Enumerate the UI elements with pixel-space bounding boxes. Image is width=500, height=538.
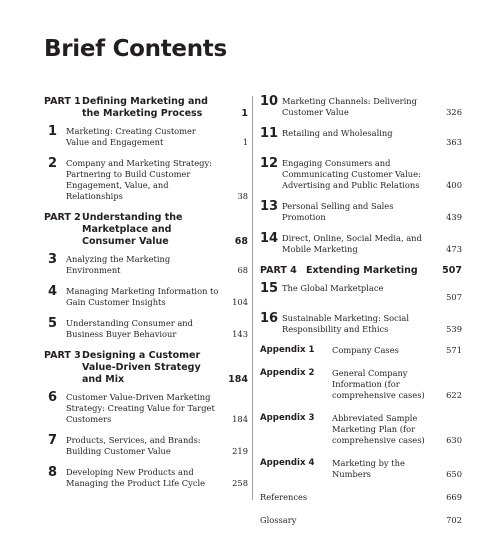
appendix-page: 571	[446, 345, 462, 355]
chapter-number: 2	[48, 156, 58, 171]
chapter-page: 507	[446, 292, 462, 302]
part-title: Extending Marketing	[306, 265, 418, 276]
chapter-title: Company and Marketing Strategy: Partnering to Build Customer Engagement, Value, and Relationships	[66, 158, 212, 201]
chapter-page: 68	[237, 265, 248, 275]
part-heading	[44, 212, 248, 248]
part-title: Understanding the Marketplace and Consumer Value	[82, 212, 183, 247]
back-matter-page: 702	[446, 515, 462, 525]
chapter-entry[interactable]	[260, 283, 462, 303]
chapter-page: 539	[446, 324, 462, 334]
chapter-page: 363	[446, 137, 462, 147]
chapter-title: Retailing and Wholesaling	[282, 128, 393, 138]
part-heading	[44, 96, 248, 120]
appendix-label: Appendix 4	[260, 458, 315, 468]
appendix-page: 630	[446, 435, 462, 445]
part-label: PART 2	[44, 212, 81, 223]
part-label: PART 1	[44, 96, 81, 107]
chapter-number: 13	[260, 199, 279, 214]
part-page: 184	[228, 374, 248, 385]
chapter-entry[interactable]	[44, 254, 248, 276]
chapter-number: 3	[48, 252, 58, 267]
chapter-entry[interactable]	[44, 126, 248, 148]
chapter-entry[interactable]	[44, 286, 248, 308]
chapter-title: Marketing Channels: Delivering Customer Value	[282, 96, 417, 117]
chapter-entry[interactable]	[260, 96, 462, 118]
chapter-number: 16	[260, 311, 279, 326]
page-title: Brief Contents	[44, 36, 227, 62]
chapter-page: 219	[232, 446, 248, 456]
appendix-label: Appendix 1	[260, 345, 315, 355]
chapter-title: Engaging Consumers and Communicating Customer Value: Advertising and Public Relations	[282, 158, 421, 190]
appendix-title: Marketing by the Numbers	[332, 458, 405, 479]
part-page: 68	[234, 236, 248, 247]
back-matter-title: Glossary	[260, 515, 297, 525]
chapter-title: Personal Selling and Sales Promotion	[282, 201, 394, 222]
chapter-page: 439	[446, 212, 462, 222]
chapter-number: 7	[48, 433, 58, 448]
part-heading	[260, 265, 462, 277]
chapter-entry[interactable]	[44, 318, 248, 340]
chapter-title: The Global Marketplace	[282, 283, 384, 293]
chapter-title: Understanding Consumer and Business Buyer Behaviour	[66, 318, 193, 339]
chapter-title: Sustainable Marketing: Social Responsibility and Ethics	[282, 313, 410, 334]
chapter-entry[interactable]	[260, 233, 462, 255]
appendix-entry[interactable]	[260, 345, 462, 356]
appendix-title: Abbreviated Sample Marketing Plan (for comprehensive cases)	[332, 413, 425, 445]
chapter-page: 38	[237, 191, 248, 201]
part-label: PART 3	[44, 350, 81, 361]
chapter-entry[interactable]	[44, 392, 248, 425]
chapter-title: Products, Services, and Brands: Building Customer Value	[66, 435, 201, 456]
chapter-page: 400	[446, 180, 462, 190]
chapter-number: 12	[260, 156, 279, 171]
chapter-number: 5	[48, 316, 58, 331]
appendix-page: 650	[446, 469, 462, 479]
chapter-page: 143	[232, 329, 248, 339]
chapter-entry[interactable]	[44, 435, 248, 457]
part-label: PART 4	[260, 265, 297, 276]
chapter-page: 326	[446, 107, 462, 117]
chapter-entry[interactable]	[260, 128, 462, 148]
appendix-title: Company Cases	[332, 345, 399, 355]
appendix-entry[interactable]	[260, 413, 462, 446]
chapter-number: 15	[260, 281, 279, 296]
chapter-number: 14	[260, 231, 279, 246]
chapter-number: 11	[260, 126, 279, 141]
appendix-entry[interactable]	[260, 368, 462, 401]
back-matter-entry[interactable]	[260, 492, 462, 503]
chapter-title: Customer Value-Driven Marketing Strategy: Creating Value for Target Customers	[66, 392, 215, 424]
chapter-entry[interactable]	[44, 158, 248, 202]
contents-column-right	[260, 96, 462, 538]
chapter-number: 6	[48, 390, 58, 405]
part-title: Defining Marketing and the Marketing Process	[82, 96, 208, 119]
part-heading	[44, 350, 248, 386]
appendix-label: Appendix 2	[260, 368, 315, 378]
appendix-entry[interactable]	[260, 458, 462, 480]
chapter-title: Analyzing the Marketing Environment	[66, 254, 171, 275]
chapter-entry[interactable]	[260, 201, 462, 223]
appendix-label: Appendix 3	[260, 413, 315, 423]
chapter-title: Marketing: Creating Customer Value and Engagement	[66, 126, 196, 147]
chapter-number: 8	[48, 465, 58, 480]
chapter-title: Direct, Online, Social Media, and Mobile Marketing	[282, 233, 422, 254]
part-title: Designing a Customer Value-Driven Strategy and Mix	[82, 350, 201, 385]
part-page: 1	[241, 108, 248, 119]
chapter-title: Managing Marketing Information to Gain Customer Insights	[66, 286, 219, 307]
back-matter-title: References	[260, 492, 308, 502]
appendix-page: 622	[446, 390, 462, 400]
chapter-page: 1	[242, 137, 248, 147]
chapter-page: 184	[232, 414, 248, 424]
chapter-title: Developing New Products and Managing the Product Life Cycle	[66, 467, 206, 488]
chapter-page: 258	[232, 478, 248, 488]
appendix-title: General Company Information (for comprehensive cases)	[332, 368, 425, 400]
chapter-entry[interactable]	[44, 467, 248, 489]
chapter-page: 104	[232, 297, 248, 307]
chapter-entry[interactable]	[260, 158, 462, 191]
contents-column-left	[44, 96, 248, 499]
chapter-number: 10	[260, 94, 279, 109]
part-page: 507	[442, 265, 462, 276]
chapter-number: 4	[48, 284, 58, 299]
chapter-page: 473	[446, 244, 462, 254]
column-divider	[252, 96, 253, 500]
back-matter-entry[interactable]	[260, 515, 462, 526]
back-matter-page: 669	[446, 492, 462, 502]
chapter-entry[interactable]	[260, 313, 462, 335]
chapter-number: 1	[48, 124, 58, 139]
